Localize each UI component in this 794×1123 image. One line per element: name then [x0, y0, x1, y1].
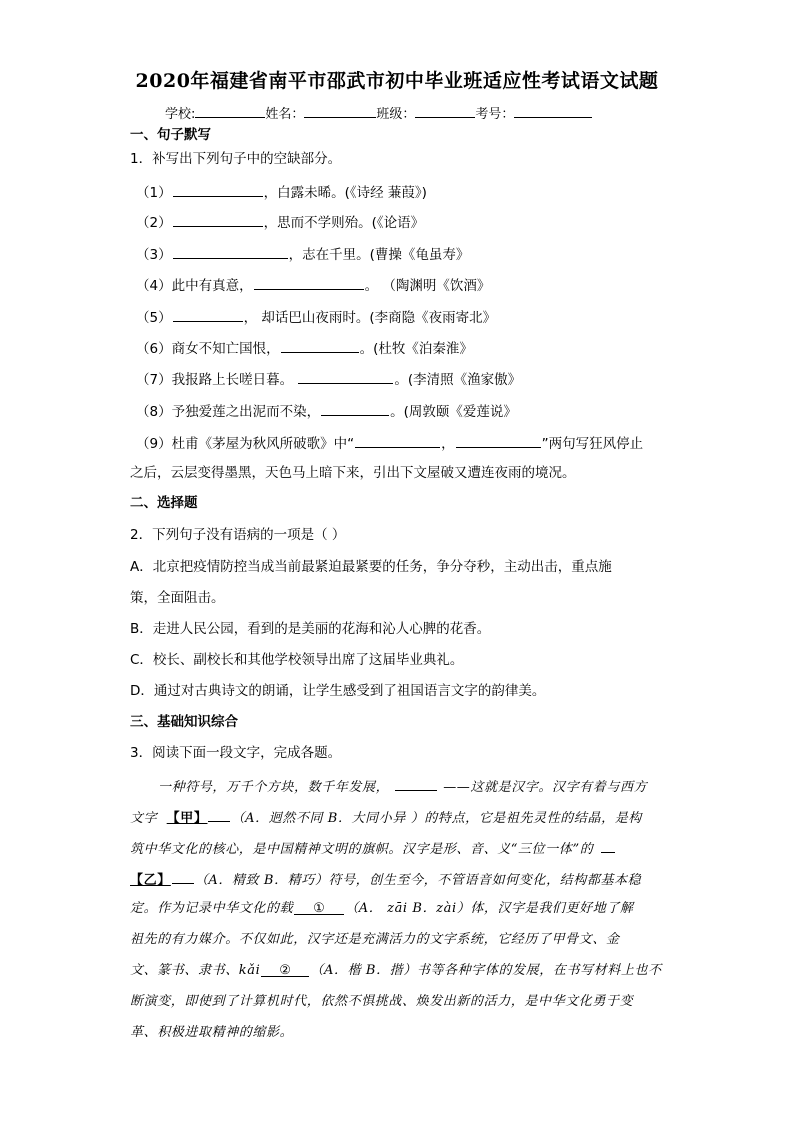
- class-field[interactable]: [415, 103, 475, 118]
- q3-blank-yi[interactable]: [172, 869, 194, 884]
- q3-passage-line-7: [130, 962, 662, 980]
- q3-mark-2: ②: [279, 963, 292, 978]
- q1-item-6: [136, 338, 473, 358]
- q1-item-6-blank[interactable]: [281, 338, 359, 353]
- q1-item-3-blank[interactable]: [173, 244, 288, 259]
- q1-item-5-pre: （5）: [136, 310, 172, 326]
- q1-item-5-post: ， 却话巴山夜雨时。(李商隐《夜雨寄北》: [243, 310, 497, 326]
- q1-item-8-post: 。(周敦颐《爱莲说》: [390, 404, 517, 420]
- q1-item-8: [136, 401, 517, 421]
- question-3-stem: 3．阅读下面一段文字，完成各题。: [130, 745, 342, 761]
- q1-item-9-post: ”两句写狂风停止: [541, 436, 644, 452]
- q3-passage-line-4: [130, 869, 641, 890]
- name-label: 姓名：: [265, 107, 305, 122]
- q3-blank-1[interactable]: [294, 900, 344, 915]
- q3-blank-yi-pre[interactable]: [601, 838, 615, 853]
- q3-passage-line-6: 祖先的有力媒介。不仅如此，汉字还是充满活力的文字系统，它经历了甲骨文、金: [130, 932, 620, 947]
- q1-item-2-blank[interactable]: [173, 212, 263, 227]
- q1-item-7-post: 。(李清照《渔家傲》: [394, 372, 522, 388]
- q1-item-4: [136, 275, 490, 295]
- q1-item-6-pre: （6）商女不知亡国恨，: [136, 341, 280, 357]
- question-2-stem: 2．下列句子没有语病的一项是（ ）: [130, 527, 346, 543]
- q1-item-9-line-1: [136, 433, 643, 453]
- school-label: 学校:: [165, 107, 196, 122]
- q1-item-8-pre: （8）予独爱莲之出泥而不染，: [136, 404, 321, 420]
- q1-item-5: [136, 307, 496, 327]
- q2-option-d: D．通过对古典诗文的朗诵，让学生感受到了祖国语言文字的韵律美。: [130, 683, 546, 699]
- page-title: 2020年福建省南平市邵武市初中毕业班适应性考试语文试题: [135, 70, 659, 92]
- q3-passage-1a: 一种符号，万千个方块，数千年发展，: [158, 780, 390, 795]
- q1-item-3: [136, 244, 469, 264]
- q1-item-7-blank[interactable]: [298, 369, 393, 384]
- q1-item-7: [136, 369, 521, 389]
- q3-blank-2[interactable]: [261, 962, 309, 977]
- q3-passage-2a: 文字: [130, 811, 158, 826]
- q3-mark-jia: 【甲】: [166, 811, 208, 826]
- name-field[interactable]: [304, 103, 376, 118]
- q3-passage-line-2: [130, 807, 642, 828]
- section-heading-2: 二、选择题: [130, 495, 198, 511]
- q3-passage-7b: （A．楷 B．揩）书等各种字体的发展，在书写材料上也不: [310, 963, 662, 978]
- q1-item-1-blank[interactable]: [173, 182, 263, 197]
- q3-passage-5b: （A． zāi B．zài）体，汉字是我们更好地了解: [345, 901, 634, 916]
- q2-option-a-line-1: A．北京把疫情防控当成当前最紧迫最紧要的任务，争分夺秒，主动出击，重点施: [130, 559, 612, 575]
- q1-item-9-line-2: 之后，云层变得墨黑，天色马上暗下来，引出下文屋破又遭连夜雨的境况。: [130, 465, 576, 481]
- q1-item-9-pre: （9）杜甫《茅屋为秋风所破歌》中“: [136, 436, 355, 452]
- q3-passage-5a: 定。作为记录中华文化的载: [130, 901, 294, 916]
- q3-passage-line-9: 革、积极进取精神的缩影。: [130, 1025, 294, 1040]
- q1-item-3-pre: （3）: [136, 247, 172, 263]
- q1-item-5-blank[interactable]: [173, 307, 243, 322]
- q1-item-2: [136, 212, 424, 232]
- question-1-stem: 1．补写出下列句子中的空缺部分。: [130, 151, 342, 167]
- q3-passage-1b: ——这就是汉字。汉字有着与西方: [443, 780, 648, 795]
- q1-item-3-post: ，志在千里。(曹操《龟虽寿》: [288, 247, 470, 263]
- q3-passage-line-3: [130, 838, 616, 859]
- q1-item-6-post: 。(杜牧《泊秦淮》: [359, 341, 473, 357]
- id-field[interactable]: [514, 103, 592, 118]
- q3-passage-3: 筑中华文化的核心，是中国精神文明的旗帜。汉字是形、音、义“三位一体”的: [130, 842, 594, 857]
- q3-passage-4b: （A．精致 B．精巧）符号，创生至今，不管语音如何变化，结构都基本稳: [194, 873, 642, 888]
- q2-option-b: B．走进人民公园，看到的是美丽的花海和沁人心脾的花香。: [130, 621, 491, 637]
- section-heading-1: 一、句子默写: [130, 127, 211, 143]
- q1-item-9-blank-1[interactable]: [355, 433, 440, 448]
- student-info-line: [165, 103, 592, 122]
- q3-passage-7a: 文、篆书、隶书、kǎi: [130, 963, 261, 978]
- q3-passage-line-5: [130, 900, 634, 918]
- q2-option-c: C．校长、副校长和其他学校领导出席了这届毕业典礼。: [130, 652, 464, 668]
- id-label: 考号：: [475, 107, 515, 122]
- q3-passage-line-1: [158, 776, 647, 797]
- q2-option-a-line-2: 策，全面阻击。: [130, 590, 225, 606]
- q1-item-4-pre: （4）此中有真意，: [136, 278, 253, 294]
- q3-blank-jia[interactable]: [208, 807, 230, 822]
- q1-item-2-post: ，思而不学则殆。(《论语》: [263, 215, 425, 231]
- q3-mark-1: ①: [313, 901, 326, 916]
- school-field[interactable]: [195, 103, 265, 118]
- q1-item-9-sep: ，: [441, 436, 455, 452]
- q1-item-4-post: 。 （陶渊明《饮酒》: [364, 278, 491, 294]
- q3-mark-yi: 【乙】: [130, 873, 171, 888]
- q3-passage-line-8: 断演变，即使到了计算机时代，依然不惧挑战、焕发出新的活力，是中华文化勇于变: [130, 994, 634, 1009]
- q1-item-1-post: ，白露未晞。(《诗经 蒹葭》): [263, 185, 427, 201]
- q3-passage-2b: （A．迥然不同 B．大同小异 ）的特点，它是祖先灵性的结晶，是构: [231, 811, 642, 826]
- q1-item-9-blank-2[interactable]: [456, 433, 541, 448]
- q1-item-2-pre: （2）: [136, 215, 172, 231]
- q1-item-7-pre: （7）我报路上长嗟日暮。: [136, 372, 298, 388]
- q1-item-4-blank[interactable]: [254, 275, 364, 290]
- q1-item-8-blank[interactable]: [321, 401, 389, 416]
- q3-blank-opening[interactable]: [395, 776, 437, 791]
- section-heading-3: 三、基础知识综合: [130, 714, 238, 730]
- q1-item-1: [136, 182, 427, 202]
- q1-item-1-pre: （1）: [136, 185, 172, 201]
- class-label: 班级：: [376, 107, 416, 122]
